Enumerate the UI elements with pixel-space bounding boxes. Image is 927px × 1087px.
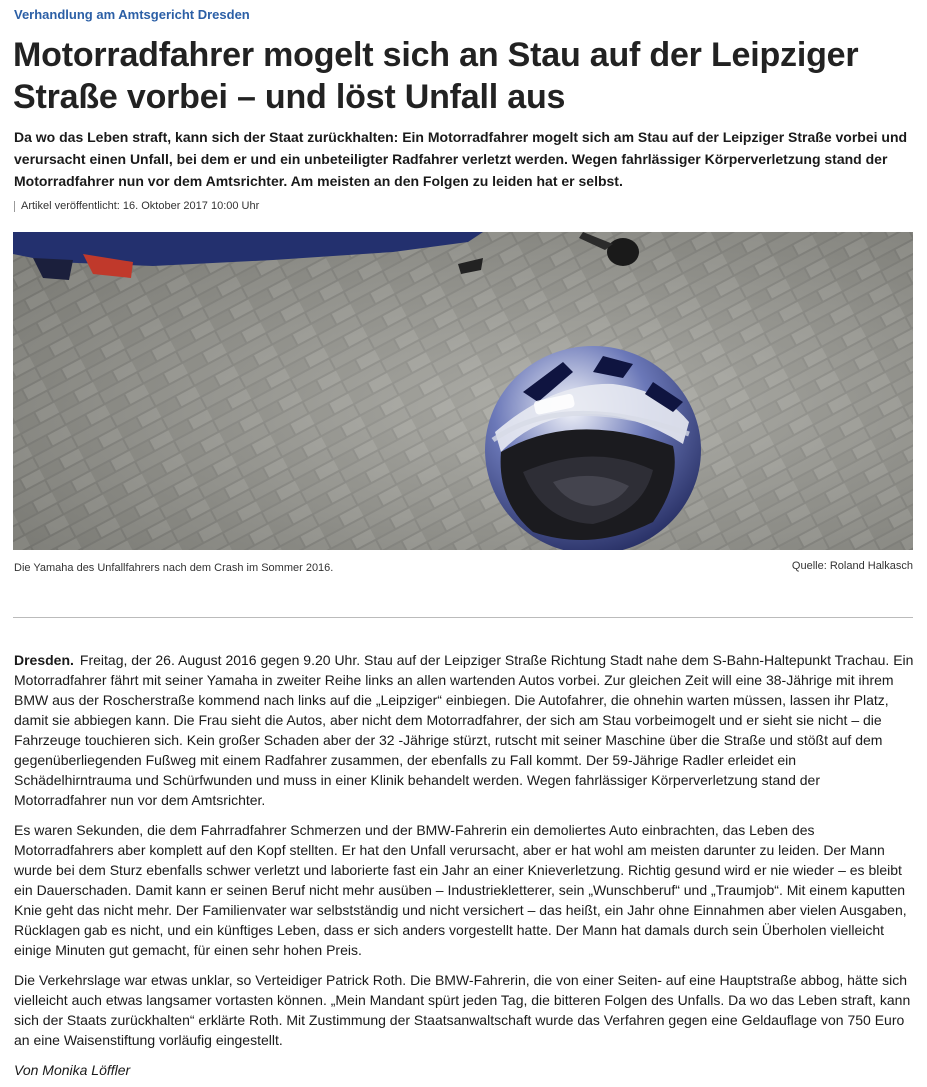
paragraph-3: Die Verkehrslage war etwas unklar, so Verteidiger Patrick Roth. Die BMW-Fahrerin, die von einer Seiten- auf eine Hauptstraße abbog, hätte sich vielleicht auch etwas langsamer vortasten können. „Mein Mandant spürt jeden Tag, die bitteren Folgen des Unfalls. Da wo das Leben straft, kann sich der Staats zurückhalten“ erklärte Roth. Mit Zustimmung der Staatsanwaltschaft wurde das Verfahren gegen eine Geldauflage von 750 Euro an eine Waisenstiftung vorläufig eingestellt. — [14, 972, 911, 1048]
publication-date — [14, 200, 259, 212]
helmet — [485, 346, 701, 550]
paragraph-1-text: Freitag, der 26. August 2016 gegen 9.20 Uhr. Stau auf der Leipziger Straße Richtung Stadt nahe dem S-Bahn-Haltepunkt Trachau. Ein Motorradfahrer fährt mit seiner Yamaha in zweiter Reihe links an allen wartenden Autos vorbei. Zur gleichen Zeit will eine 38-Jährige mit ihrem BMW aus der Roscherstraße kommend nach links auf die „Leipziger“ einbiegen. Die Autofahrer, die ohnehin warten müssen, lassen ihr Platz, damit sie abbiegen kann. Die Frau sieht die Autos, aber nicht dem Motorradfahrer, der sich am Stau vorbeimogelt und er sieht sie nicht – die Fahrzeuge touchieren sich. Kein großer Schaden aber der 32 -Jährige stürzt, rutscht mit seiner Maschine über die Straße und stößt auf dem gegenüberliegenden Fußweg mit einem Radfahrer zusammen, der ebenfalls zu Fall kommt. Der 59-Jährige Radler erleidet ein Schädelhirntrauma und Schürfwunden und muss in einer Klinik behandelt werden. Wegen fahrlässiger Körperverletzung stand der Motorradfahrer nun vor dem Amtsrichter. — [14, 652, 914, 808]
photo-caption: Die Yamaha des Unfallfahrers nach dem Crash im Sommer 2016. — [14, 562, 334, 574]
article-body — [14, 650, 914, 1087]
paragraph-1 — [14, 650, 914, 810]
date-separator — [14, 201, 15, 212]
dateline-city: Dresden. — [14, 652, 74, 668]
helmet-on-pavement-illustration — [13, 232, 913, 550]
article-teaser: Da wo das Leben straft, kann sich der Staat zurückhalten: Ein Motorradfahrer mogelt sich am Stau auf der Leipziger Straße vorbei und verursacht einen Unfall, bei dem er und ein unbeteiligter Radfahrer verletzt werden. Wegen fahrlässiger Körperverletzung stand der Motorradfahrer nun vor dem Amtsrichter. Am meisten an den Folgen zu leiden hat er selbst. — [14, 129, 908, 189]
article-photo[interactable] — [13, 232, 913, 550]
article-kicker[interactable]: Verhandlung am Amtsgericht Dresden — [14, 7, 250, 22]
publication-date-text: Artikel veröffentlicht: 16. Oktober 2017 10:00 Uhr — [21, 200, 260, 212]
article-divider — [13, 617, 913, 618]
photo-credit: Quelle: Roland Halkasch — [791, 560, 913, 572]
article-headline: Motorradfahrer mogelt sich an Stau auf der Leipziger Straße vorbei – und löst Unfall aus — [13, 36, 859, 116]
author-byline: Von Monika Löffler — [14, 1062, 131, 1078]
paragraph-2: Es waren Sekunden, die dem Fahrradfahrer Schmerzen und der BMW-Fahrerin ein demoliertes Auto einbrachten, das Leben des Motorradfahrers aber komplett auf den Kopf stellten. Er hat den Unfall verursacht, aber er hat wohl am meisten darunter zu leiden. Der Mann wurde bei dem Sturz ebenfalls schwer verletzt und laborierte fast ein Jahr an einer Knieverletzung. Richtig gesund wird er nie wieder – es bleibt ein Dauerschaden. Damit kann er seinen Beruf nicht mehr ausüben – Industriekletterer, sein „Wunschberuf“ und „Traumjob“. Mit einem kaputten Knie geht das nicht mehr. Der Familienvater war selbstständig und nicht versichert – das heißt, ein Jahr ohne Einnahmen aber vielen Ausgaben, Rücklagen gab es nicht, und ein künftiges Leben, dass er sich anders vorgestellt hatte. Der Mann hat damals durch sein Überholen vielleicht einige Minuten gut gemacht, für einen sehr hohen Preis. — [14, 822, 907, 958]
